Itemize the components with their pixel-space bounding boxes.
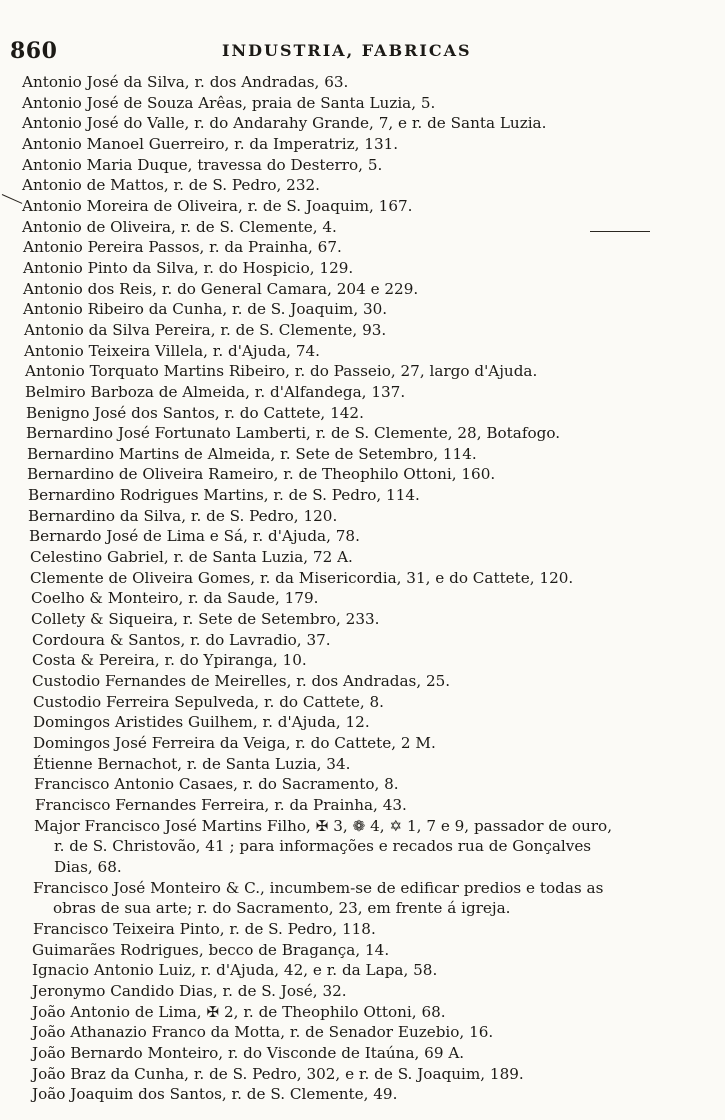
directory-entry: João Braz da Cunha, r. de S. Pedro, 302, e r. de S. Joaquim, 189. [32, 1064, 524, 1083]
directory-entry: Domingos Aristides Guilhem, r. d'Ajuda, 12. [33, 713, 370, 732]
directory-entry: Ignacio Antonio Luiz, r. d'Ajuda, 42, e r. da Lapa, 58. [32, 961, 438, 980]
directory-entry: Étienne Bernachot, r. de Santa Luzia, 34. [33, 754, 351, 773]
directory-entry: Cordoura & Santos, r. do Lavradio, 37. [32, 630, 331, 649]
directory-entry: Jeronymo Candido Dias, r. de S. José, 32. [32, 981, 347, 1000]
directory-entry-continuation: r. de S. Christovão, 41 ; para informações e recados rua de Gonçalves [54, 837, 592, 856]
directory-entry-continuation: obras de sua arte; r. do Sacramento, 23, em frente á igreja. [53, 899, 511, 918]
directory-entry: Antonio José da Silva, r. dos Andradas, 63. [22, 73, 349, 91]
directory-entry: Francisco Fernandes Ferreira, r. da Prainha, 43. [35, 795, 407, 814]
directory-entry: Major Francisco José Martins Filho, ✠ 3, ❁ 4, ✡ 1, 7 e 9, passador de ouro, [34, 816, 613, 835]
directory-entry: Benigno José dos Santos, r. do Cattete, 142. [26, 403, 364, 422]
directory-entry: Antonio José de Souza Arêas, praia de Santa Luzia, 5. [22, 93, 436, 112]
directory-entry: João Bernardo Monteiro, r. do Visconde de Itaúna, 69 A. [32, 1043, 465, 1062]
directory-entry: Francisco José Monteiro & C., incumbem-se de edificar predios e todas as [33, 878, 604, 897]
directory-entry: Collety & Siqueira, r. Sete de Setembro, 233. [31, 610, 380, 629]
directory-entry: Antonio Maria Duque, travessa do Desterro, 5. [22, 155, 383, 174]
directory-entry: Antonio Moreira de Oliveira, r. de S. Joaquim, 167. [22, 196, 413, 215]
running-head: INDUSTRIA, FABRICAS [222, 41, 472, 60]
directory-entry: Francisco Antonio Casaes, r. do Sacramento, 8. [34, 775, 399, 794]
directory-entry: Antonio de Mattos, r. de S. Pedro, 232. [22, 176, 320, 195]
directory-entry: Guimarães Rodrigues, becco de Bragança, 14. [32, 940, 390, 959]
directory-entry: Antonio José do Valle, r. do Andarahy Grande, 7, e r. de Santa Luzia. [22, 114, 547, 133]
directory-entry: Francisco Teixeira Pinto, r. de S. Pedro, 118. [33, 919, 376, 938]
directory-entry: Antonio Torquato Martins Ribeiro, r. do Passeio, 27, largo d'Ajuda. [25, 362, 538, 381]
directory-entry: Custodio Ferreira Sepulveda, r. do Cattete, 8. [33, 692, 384, 711]
directory-entry: Antonio Manoel Guerreiro, r. da Imperatriz, 131. [22, 134, 399, 153]
directory-entry: Bernardino José Fortunato Lamberti, r. de S. Clemente, 28, Botafogo. [26, 424, 561, 443]
directory-entry: Clemente de Oliveira Gomes, r. da Misericordia, 31, e do Cattete, 120. [30, 568, 574, 587]
directory-entry: Bernardino Martins de Almeida, r. Sete de Setembro, 114. [27, 444, 477, 463]
directory-entry: Custodio Fernandes de Meirelles, r. dos Andradas, 25. [32, 672, 451, 691]
directory-entry: João Joaquim dos Santos, r. de S. Clemente, 49. [32, 1085, 398, 1104]
directory-entry: Antonio Pinto da Silva, r. do Hospicio, 129. [23, 258, 354, 277]
directory-entry-continuation: Dias, 68. [54, 857, 122, 876]
directory-entry: Antonio dos Reis, r. do General Camara, 204 e 229. [23, 279, 419, 298]
directory-entry: Antonio Pereira Passos, r. da Prainha, 67. [23, 238, 342, 257]
directory-entry: João Athanazio Franco da Motta, r. de Senador Euzebio, 16. [32, 1023, 494, 1042]
directory-entries [0, 72, 725, 1105]
directory-entry: Bernardo José de Lima e Sá, r. d'Ajuda, 78. [29, 527, 360, 546]
directory-entry: Bernardino da Silva, r. de S. Pedro, 120. [28, 506, 338, 525]
directory-entry: Belmiro Barboza de Almeida, r. d'Alfandega, 137. [25, 382, 406, 401]
directory-entry: João Antonio de Lima, ✠ 2, r. de Theophilo Ottoni, 68. [32, 1002, 446, 1021]
directory-entry: Antonio de Oliveira, r. de S. Clemente, 4. [22, 217, 337, 236]
directory-entry: Bernardino de Oliveira Rameiro, r. de Theophilo Ottoni, 160. [27, 465, 496, 484]
directory-entry: Bernardino Rodrigues Martins, r. de S. Pedro, 114. [28, 486, 420, 505]
directory-entry: Domingos José Ferreira da Veiga, r. do Cattete, 2 M. [33, 734, 436, 752]
directory-entry: Costa & Pereira, r. do Ypiranga, 10. [32, 651, 307, 670]
page-number: 860 [10, 38, 58, 64]
directory-entry: Antonio Ribeiro da Cunha, r. de S. Joaquim, 30. [23, 300, 388, 319]
directory-entry: Coelho & Monteiro, r. da Saude, 179. [31, 589, 319, 608]
directory-entry: Antonio da Silva Pereira, r. de S. Clemente, 93. [24, 320, 387, 339]
directory-entry: Celestino Gabriel, r. de Santa Luzia, 72 A. [30, 548, 353, 567]
directory-entry: Antonio Teixeira Villela, r. d'Ajuda, 74. [24, 341, 320, 360]
